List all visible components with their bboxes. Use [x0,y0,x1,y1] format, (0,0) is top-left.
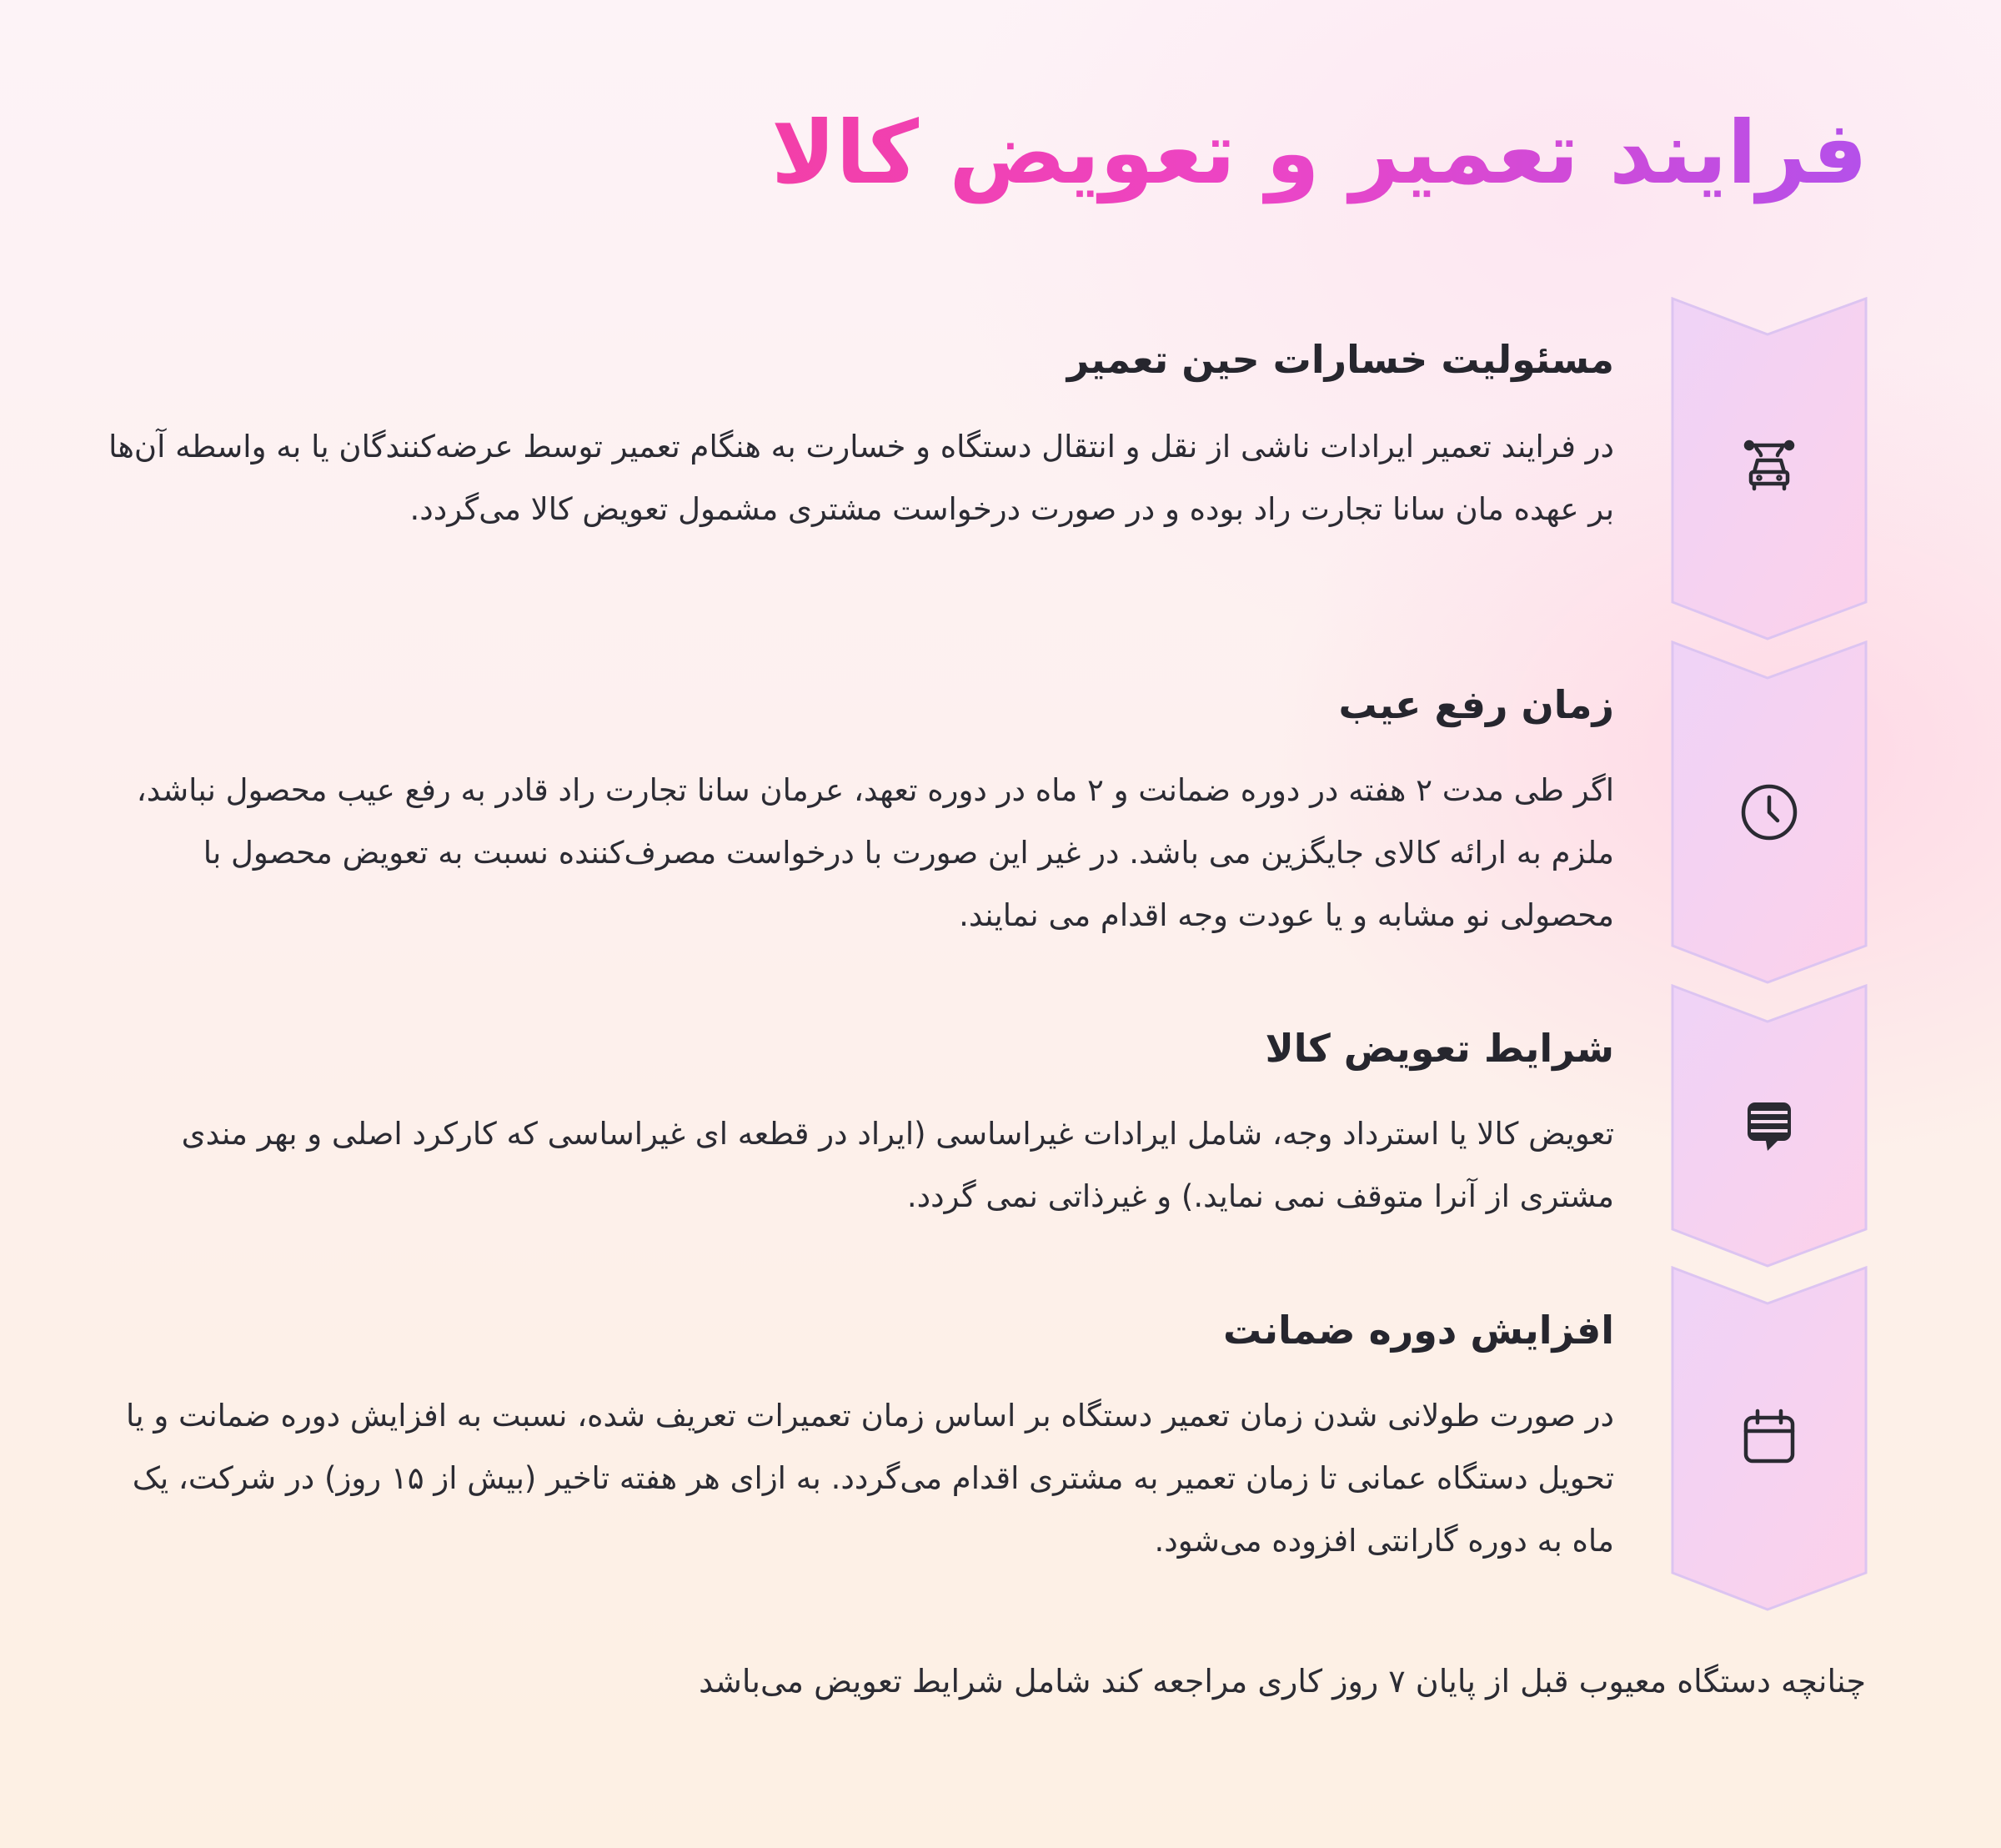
step-2-chevron [1671,640,1868,984]
step-3-chevron [1671,984,1868,1268]
footer-note: چنانچه دستگاه معیوب قبل از پایان ۷ روز کاری مراجعه کند شامل شرایط تعویض می‌باشد [699,1663,1866,1700]
step-3-content [88,1024,1614,1228]
step-4-content [88,1306,1614,1572]
page-title: فرایند تعمیر و تعویض کالا [771,98,1868,207]
step-3-body: تعویض کالا یا استرداد وجه، شامل ایرادات غیراساسی (ایراد در قطعه ای غیراساسی که کارکرد اصلی و بهر مندی مشتری از آنرا متوقف نمی نماید.) و غیرذاتی نمی گردد. [181,1115,1614,1214]
step-1-chevron [1671,297,1868,640]
step-2-title: زمان رفع عیب [1338,682,1614,727]
step-3-title: شرایط تعویض کالا [1265,1026,1614,1071]
step-4-chevron [1671,1266,1868,1611]
calendar-icon [1739,1408,1799,1468]
step-4-title: افزایش دوره ضمانت [1223,1308,1614,1353]
step-1-body: در فرایند تعمیر ایرادات ناشی از نقل و انتقال دستگاه و خسارت به هنگام تعمیر توسط عرضه‌کنندگان یا به واسطه آن‌ها بر عهده مان سانا تجارت راد بوده و در صورت درخواست مشتری مشمول تعویض کالا می‌گردد. [108,428,1614,527]
step-4-body: در صورت طولانی شدن زمان تعمیر دستگاه بر اساس زمان تعمیرات تعریف شده، نسبت به افزایش دوره ضمانت و یا تحویل دستگاه عمانی تا زمان تعمیر به مشتری اقدام می‌گردد. به ازای هر هفته تاخیر (بیش از ۱۵ روز) در شرکت، یک ماه به دوره گارانتی افزوده می‌شود. [126,1397,1614,1559]
step-2-body: اگر طی مدت ۲ هفته در دوره ضمانت و ۲ ماه در دوره تعهد، عرمان سانا تجارت راد قادر به رفع عیب محصول نباشد، ملزم به ارائه کالای جایگزین می باشد. در غیر این صورت با درخواست مصرف‌کننده نسبت به تعویض محصول با محصولی نو مشابه و یا عودت وجه اقدام می نمایند. [136,771,1614,933]
step-1-title: مسئولیت خسارات حین تعمیر [1066,337,1614,382]
step-1-content [88,335,1614,540]
car-wash-icon [1739,435,1799,495]
step-2-content [88,680,1614,947]
clock-icon [1739,782,1799,842]
message-icon [1739,1096,1799,1156]
